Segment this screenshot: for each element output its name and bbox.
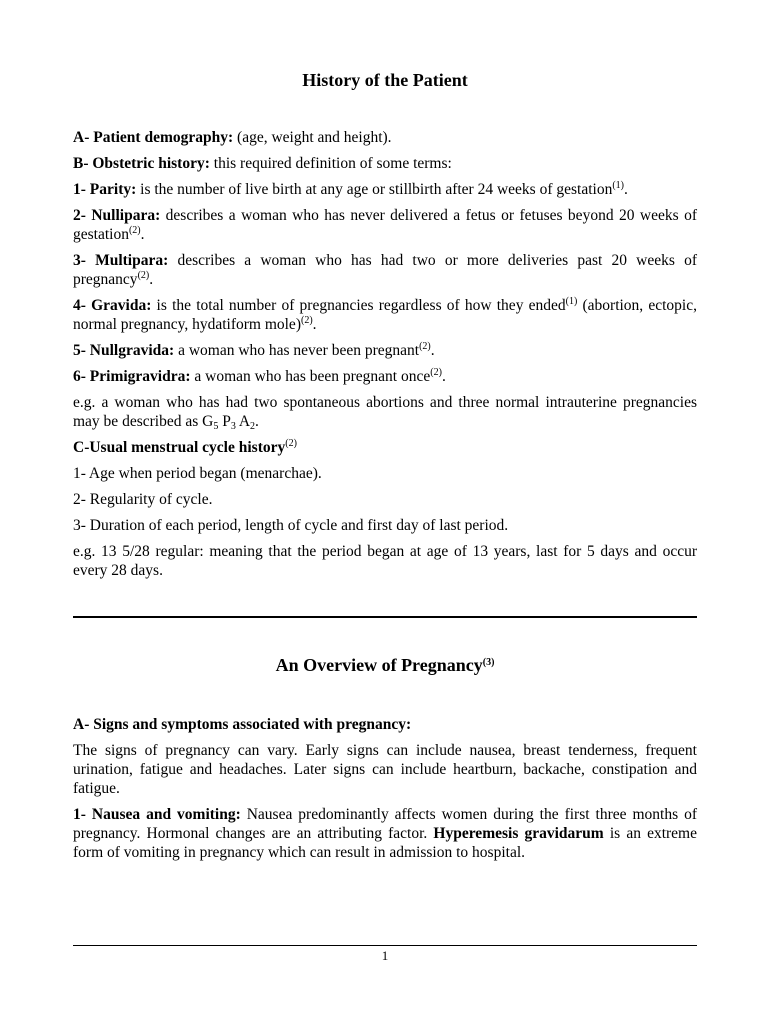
gravida-item: 4- Gravida: is the total number of pregnancies regardless of how they ended$^{(1)}$ (abortion, ectopic, normal pregnancy, hydatiform mole)$^{(2)}$. xyxy=(73,296,697,333)
section-title-pregnancy: An Overview of Pregnancy$^{(3)}$ xyxy=(275,655,495,675)
example-gpa: e.g. a woman who has had two spontaneous abortions and three normal intrauterine pregnancies may be described as $G_5$ $P_3$ $A_2$. xyxy=(73,394,697,432)
menstrual-item-1: 1- Age when period began (menarchae). xyxy=(73,465,322,482)
signs-heading: A- Signs and symptoms associated with pregnancy: xyxy=(73,716,412,733)
section-title-history: History of the Patient xyxy=(302,70,468,90)
signs-intro: The signs of pregnancy can vary. Early signs can include nausea, breast tenderness, frequent urination, fatigue and headaches. Later signs can include heartburn, backache, constipation and fatigue. xyxy=(73,742,697,797)
footer-divider xyxy=(73,945,697,946)
pregnancy-body xyxy=(73,715,697,869)
parity-item: 1- Parity: is the number of live birth at any age or stillbirth after 24 weeks of gestation$^{(1)}$. xyxy=(73,180,628,198)
page-number: 1 xyxy=(381,948,389,963)
example-cycle: e.g. 13 5/28 regular: meaning that the period began at age of 13 years, last for 5 days and occur every 28 days. xyxy=(73,543,697,579)
menstrual-heading: C-Usual menstrual cycle history$^{(2)}$ xyxy=(73,438,297,456)
demography-line: A- Patient demography: (age, weight and height). xyxy=(73,129,392,146)
multipara-item: 3- Multipara: describes a woman who has had two or more deliveries past 20 weeks of pregnancy$^{(2)}$. xyxy=(73,252,697,288)
nausea-item: 1- Nausea and vomiting: Nausea predominantly affects women during the first three months of pregnancy. Hormonal changes are an attributing factor. Hyperemesis gravidarum is an extreme form of vomiting in pregnancy which can result in admission to hospital. xyxy=(73,806,697,861)
history-body xyxy=(73,128,697,587)
primigravidra-item: 6- Primigravidra: a woman who has been pregnant once$^{(2)}$. xyxy=(73,367,446,385)
nullipara-item: 2- Nullipara: describes a woman who has never delivered a fetus or fetuses beyond 20 weeks of gestation$^{(2)}$. xyxy=(73,207,697,243)
menstrual-item-2: 2- Regularity of cycle. xyxy=(73,491,213,508)
menstrual-item-3: 3- Duration of each period, length of cycle and first day of last period. xyxy=(73,517,509,534)
obstetric-line: B- Obstetric history: this required definition of some terms: xyxy=(73,155,452,172)
section-divider xyxy=(73,616,697,618)
nullgravida-item: 5- Nullgravida: a woman who has never been pregnant$^{(2)}$. xyxy=(73,341,435,359)
